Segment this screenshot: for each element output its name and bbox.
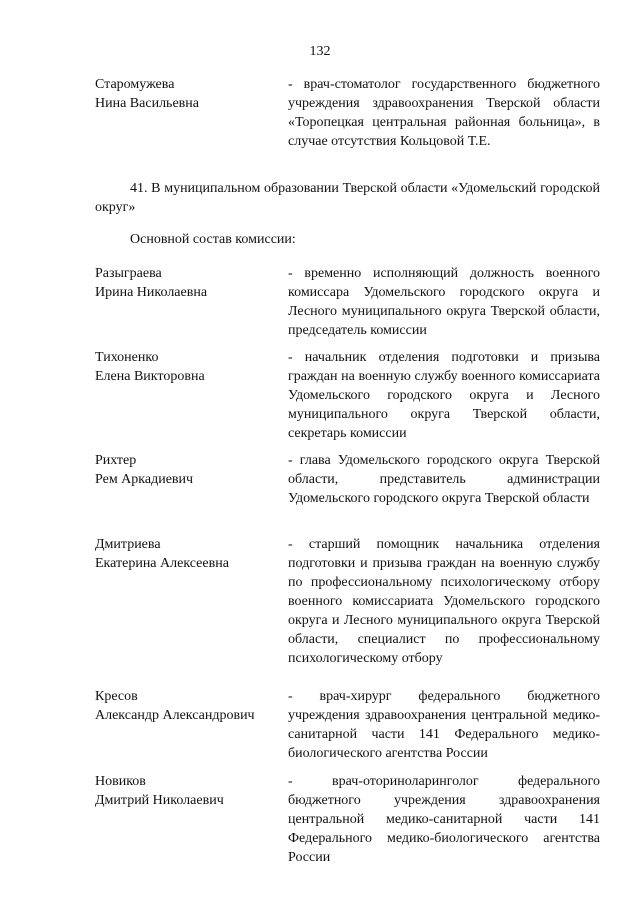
member-name <box>95 348 280 386</box>
section-heading: 41. В муниципальном образовании Тверской области «Удомельский городской округ» <box>95 181 600 215</box>
member-surname: Рихтер <box>95 453 137 468</box>
member-name <box>95 772 280 810</box>
member-role: - старший помощник начальника отделения подготовки и призыва граждан на военную службу по профессиональному психологическому отбору военного комиссариата Удомельского городского округа и Лесного муниципального округа Тверской области, специалист по профессиональному психологическому отбору <box>288 537 600 666</box>
member-surname: Тихоненко <box>95 350 159 365</box>
member-name <box>95 687 280 725</box>
member-role: - врач-стоматолог государственного бюджетного учреждения здравоохранения Тверской области «Торопецкая центральная районная больница», в случае отсутствия Кольцовой Т.Е. <box>288 77 600 149</box>
member-name <box>95 75 280 113</box>
member-given-names: Ирина Николаевна <box>95 285 208 300</box>
member-given-names: Рем Аркадиевич <box>95 472 194 487</box>
member-name <box>95 264 280 302</box>
member-role: - начальник отделения подготовки и призыва граждан на военную службу военного комиссариата Удомельского городского округа и Лесного муниципального округа Тверской области, секретарь комиссии <box>288 350 600 441</box>
member-name <box>95 535 280 573</box>
member-role: - временно исполняющий должность военного комиссара Удомельского городского округа и Лесного муниципального округа Тверской области, председатель комиссии <box>288 266 600 338</box>
member-surname: Дмитриева <box>95 537 161 552</box>
member-role: - врач-хирург федерального бюджетного учреждения здравоохранения центральной медико-санитарной части 141 Федерального медико-биологического агентства России <box>288 689 600 761</box>
member-surname: Новиков <box>95 774 146 789</box>
member-given-names: Елена Викторовна <box>95 369 205 384</box>
member-given-names: Екатерина Алексеевна <box>95 556 229 571</box>
member-role: - глава Удомельского городского округа Тверской области, представитель администрации Удомельского городского округа Тверской области <box>288 453 600 506</box>
member-surname: Разыграева <box>95 266 162 281</box>
member-role: - врач-оториноларинголог федерального бюджетного учреждения здравоохранения центральной медико-санитарной части 141 Федерального медико-биологического агентства России <box>288 774 600 865</box>
page-number: 132 <box>309 44 331 59</box>
member-surname: Кресов <box>95 689 138 704</box>
member-name <box>95 451 280 489</box>
section-subheading: Основной состав комиссии: <box>130 232 296 247</box>
member-given-names: Дмитрий Николаевич <box>95 793 224 808</box>
member-given-names: Нина Васильевна <box>95 96 199 111</box>
member-given-names: Александр Александрович <box>95 708 255 723</box>
member-surname: Старомужева <box>95 77 175 92</box>
